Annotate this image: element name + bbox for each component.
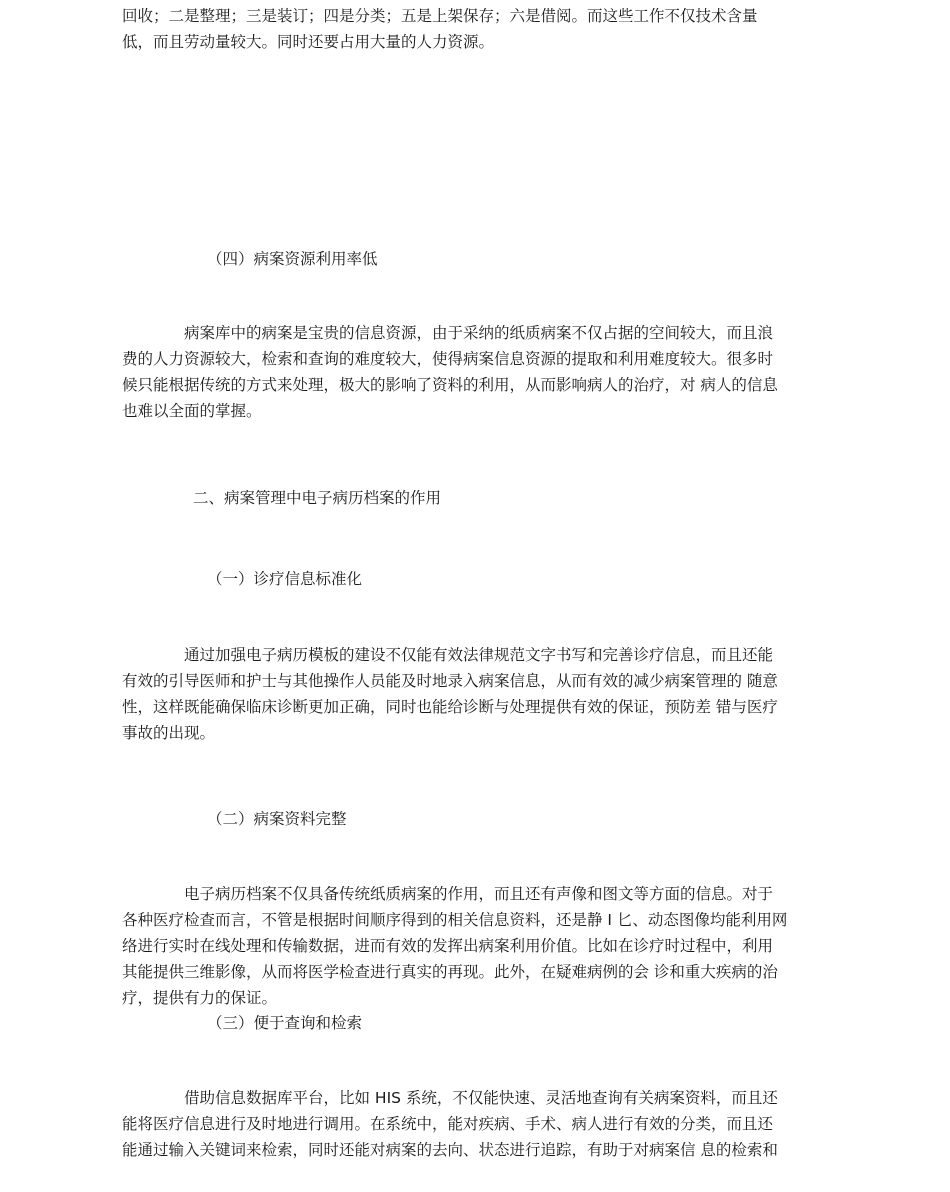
section-heading-4: （四）病案资源利用率低 — [207, 250, 378, 268]
paragraph-line: 通过加强电子病历模板的建设不仅能有效法律规范文字书写和完善诊疗信息，而且还能 — [122, 646, 774, 664]
paragraph-line: 络进行实时在线处理和传输数据，进而有效的发挥出病案利用价值。比如在诊疗时过程中，利用 — [122, 937, 774, 955]
intro-line-2: 低，而且劳动量较大。同时还要占用大量的人力资源。 — [122, 33, 495, 51]
paragraph-line: 能通过输入关键词来检索，同时还能对病案的去向、状态进行追踪，有助于对病案信 息的检索和 — [122, 1141, 778, 1159]
section-heading-2: （二）病案资料完整 — [207, 810, 347, 828]
paragraph-line: 病案库中的病案是宝贵的信息资源，由于采纳的纸质病案不仅占据的空间较大，而且浪 — [122, 324, 774, 342]
paragraph-line: 借助信息数据库平台，比如 HIS 系统，不仅能快速、灵活地查询有关病案资料，而且还 — [122, 1089, 778, 1107]
paragraph-line: 事故的出现。 — [122, 724, 216, 742]
paragraph-line: 电子病历档案不仅具备传统纸质病案的作用，而且还有声像和图文等方面的信息。对于 — [122, 885, 774, 903]
paragraph-line: 各种医疗检查而言，不管是根据时间顺序得到的相关信息资料，还是静 I 匕、动态图像均能利用网 — [122, 911, 788, 929]
paragraph-line: 性，这样既能确保临床诊断更加正确，同时也能给诊断与处理提供有效的保证，预防差 错与医疗 — [122, 698, 778, 716]
paragraph-line: 能将医疗信息进行及时地进行调用。在系统中，能对疾病、手术、病人进行有效的分类，而且还 — [122, 1115, 774, 1133]
paragraph-line: 其能提供三维影像，从而将医学检查进行真实的再现。此外，在疑难病例的会 诊和重大疾病的治 — [122, 963, 778, 981]
intro-line-1: 回收；二是整理；三是装订；四是分类；五是上架保存；六是借阅。而这些工作不仅技术含量 — [122, 7, 758, 25]
paragraph-line: 费的人力资源较大，检索和查询的难度较大，使得病案信息资源的提取和利用难度较大。很多时 — [122, 350, 774, 368]
section-heading-3: （三）便于查询和检索 — [207, 1014, 363, 1032]
paragraph-line: 疗，提供有力的保证。 — [122, 989, 278, 1007]
section-1-paragraph — [122, 642, 830, 746]
paragraph-line: 有效的引导医师和护士与其他操作人员能及时地录入病案信息，从而有效的减少病案管理的 随意 — [122, 672, 778, 690]
paragraph-line: 候只能根据传统的方式来处理，极大的影响了资料的利用，从而影响病人的治疗，对 病人的信息 — [122, 376, 778, 394]
paragraph-line: 也难以全面的掌握。 — [122, 402, 262, 420]
section-2-paragraph — [122, 881, 830, 1011]
section-3-paragraph — [122, 1085, 830, 1163]
section-heading-1: （一）诊疗信息标准化 — [207, 570, 363, 588]
section-4-paragraph — [122, 320, 830, 424]
part-heading-2: 二、病案管理中电子病历档案的作用 — [193, 489, 442, 507]
